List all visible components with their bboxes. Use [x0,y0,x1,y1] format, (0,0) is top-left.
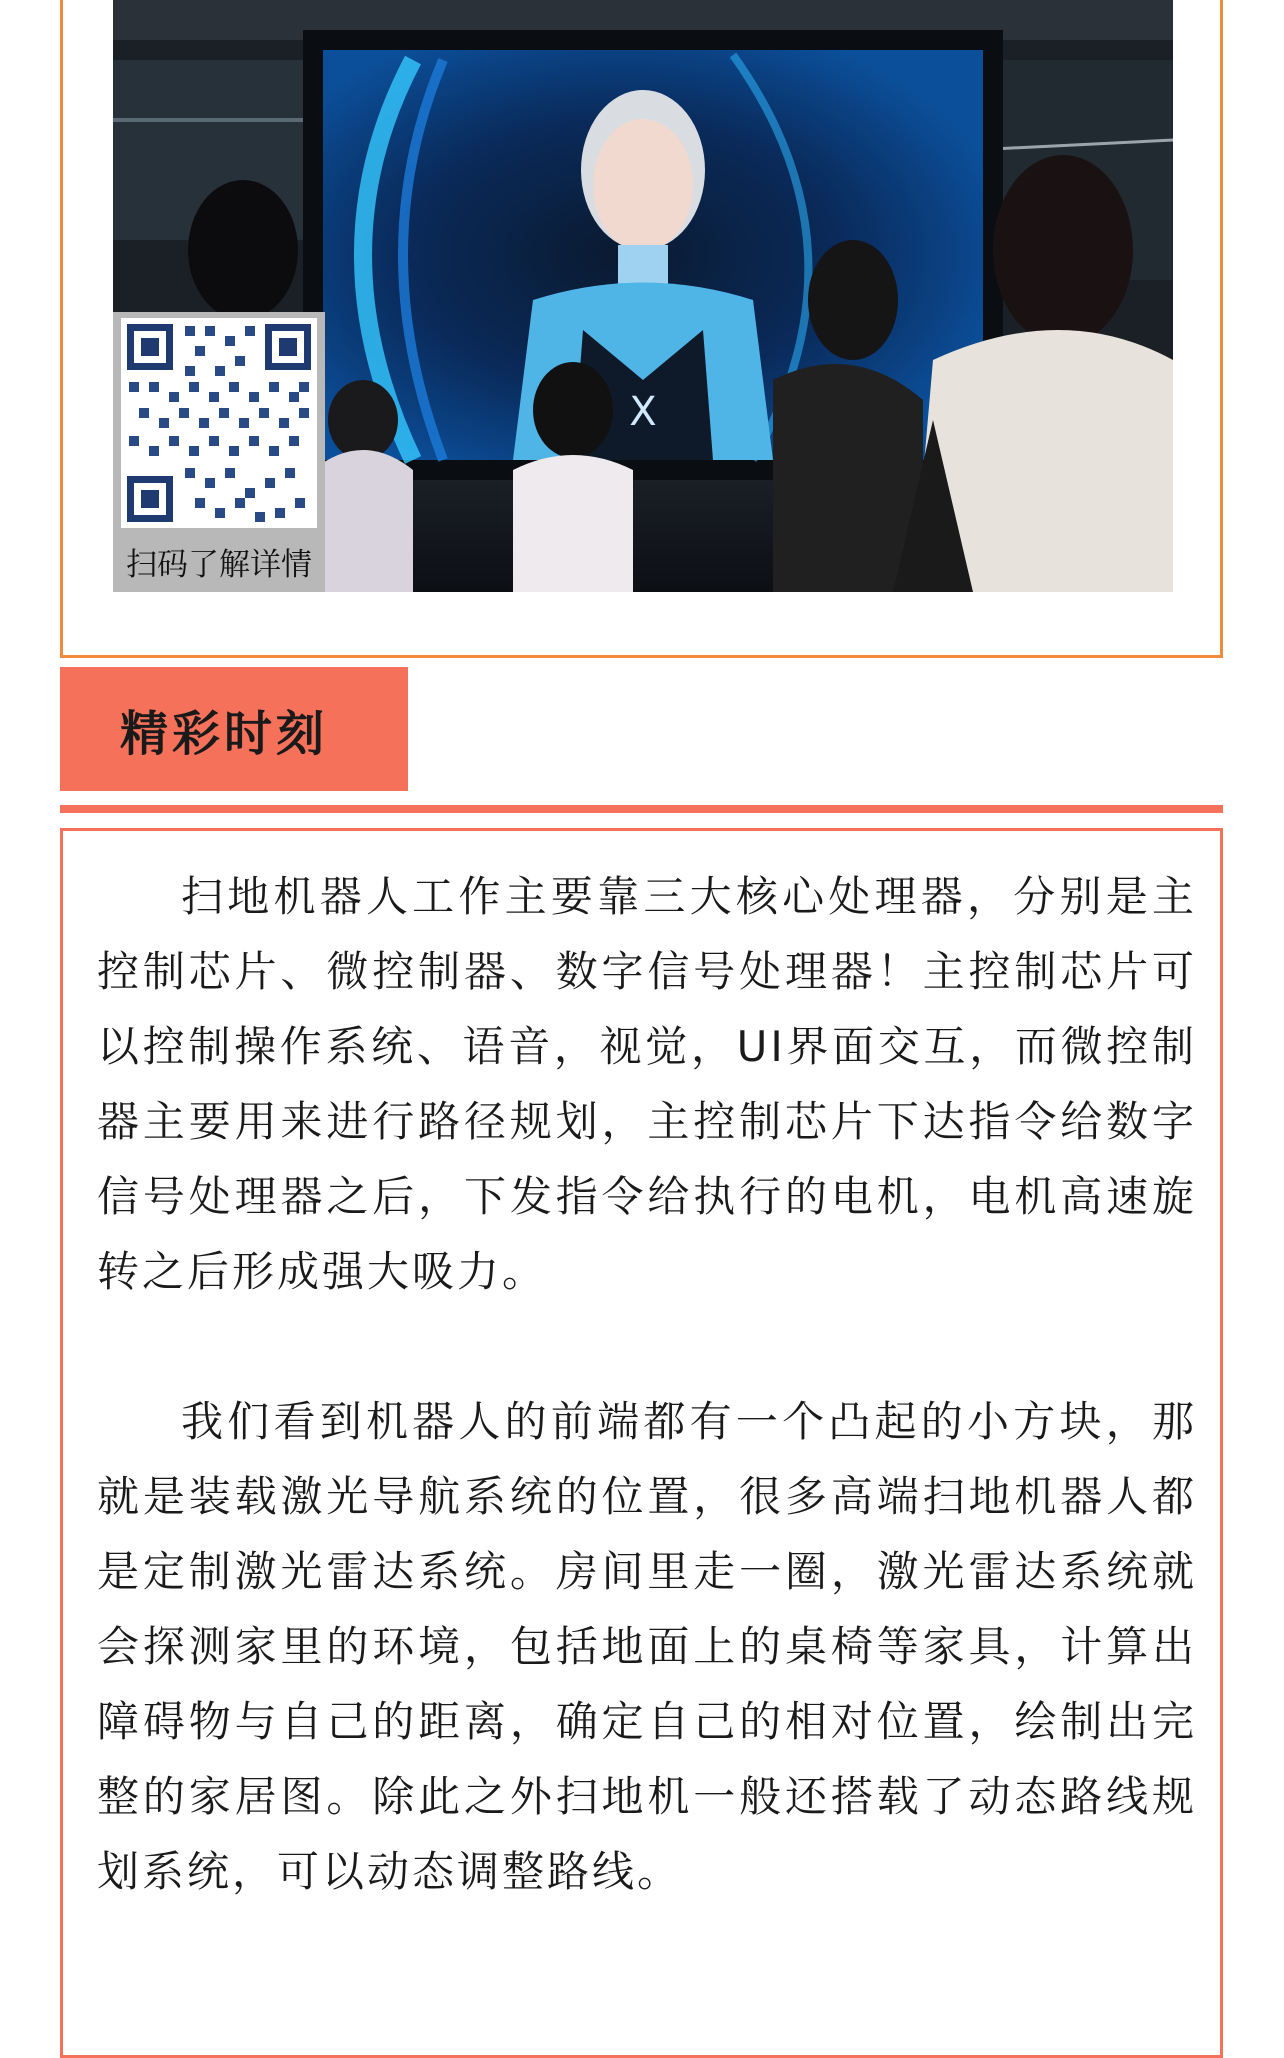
article-paragraph: 扫地机器人工作主要靠三大核心处理器，分别是主控制芯片、微控制器、数字信号处理器！主控制芯片可以控制操作系统、语音，视觉，UI界面交互，而微控制器主要用来进行路径规划，主控制芯片下达指令给数字信号处理器之后，下发指令给执行的电机，电机高速旋转之后形成强大吸力。 [97,872,1197,1296]
qr-code-panel[interactable] [113,312,325,592]
article-paragraph: 我们看到机器人的前端都有一个凸起的小方块，那就是装载激光导航系统的位置，很多高端扫地机器人都是定制激光雷达系统。房间里走一圈，激光雷达系统就会探测家里的环境，包括地面上的桌椅等家具，计算出障碍物与自己的距离，确定自己的相对位置，绘制出完整的家居图。除此之外扫地机一般还搭载了动态路线规划系统，可以动态调整路线。 [97,1397,1197,1896]
section-title: 精彩时刻 [120,706,329,762]
svg-text:X: X [629,389,657,435]
article-card [60,828,1223,2058]
qr-caption: 扫码了解详情 [126,547,312,583]
qr-code-icon[interactable] [121,318,317,528]
section-header [60,667,408,791]
section-divider [60,805,1223,813]
exhibition-photo [113,0,1173,592]
image-card [60,0,1223,658]
